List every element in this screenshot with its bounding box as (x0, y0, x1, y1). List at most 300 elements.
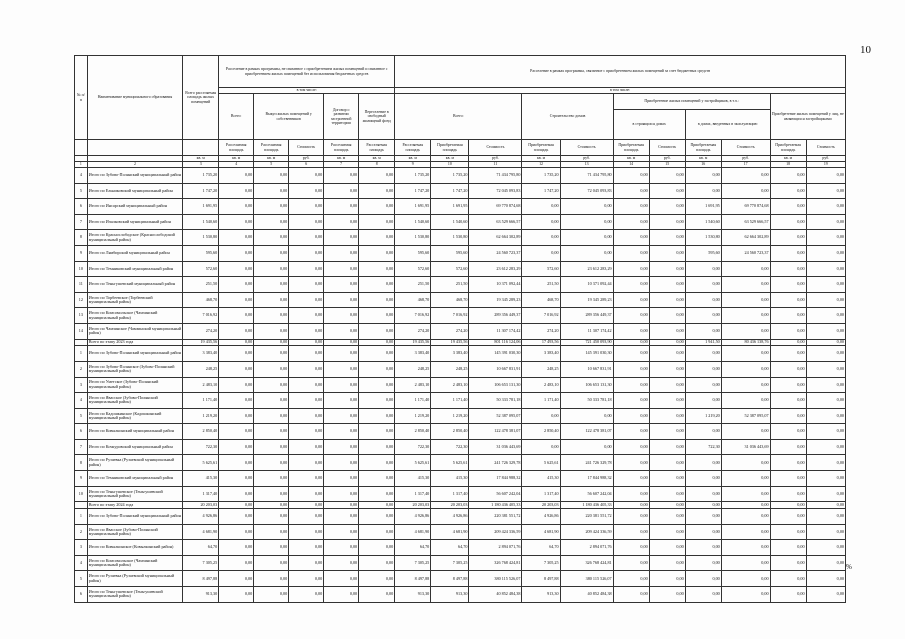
value-cell: 209 424 336,59 (469, 524, 522, 540)
value-cell: 572,60 (431, 261, 469, 277)
value-cell: 468,70 (395, 292, 431, 308)
municipality-name: Итого по Рузаевка (Рузаевский муниципальный район) (87, 455, 182, 471)
row-number: 1 (75, 509, 88, 525)
value-cell: 3 383,40 (522, 346, 560, 362)
value-cell: 0,00 (359, 502, 395, 509)
column-number-cell: 9 (395, 162, 431, 168)
value-cell: 0,00 (324, 408, 359, 424)
header-b-acq-building: в строящихся домах (613, 110, 685, 140)
value-cell: 0,00 (359, 408, 395, 424)
value-cell: 17 844 988,32 (469, 471, 522, 487)
value-cell: 0,00 (219, 377, 254, 393)
value-cell: 0,00 (324, 214, 359, 230)
value-cell: 56 607 242,04 (560, 486, 613, 502)
value-cell: 0,00 (613, 439, 649, 455)
value-cell: 0,00 (613, 555, 649, 571)
value-cell: 0,00 (649, 424, 685, 440)
value-cell: 1 540,60 (183, 214, 219, 230)
value-cell: 0,00 (289, 424, 324, 440)
value-cell: 0,00 (649, 571, 685, 587)
row-number (75, 339, 88, 346)
value-cell: 20 203,03 (431, 502, 469, 509)
value-cell: 20 203,03 (183, 502, 219, 509)
value-cell: 0,00 (289, 502, 324, 509)
value-cell: 7 305,25 (431, 555, 469, 571)
value-cell: 0,00 (613, 308, 649, 324)
municipality-name: Итого по Чамзинское (Чамзинский муниципальный район) (87, 323, 182, 339)
value-cell: 0,00 (359, 339, 395, 346)
value-cell: 0,00 (324, 424, 359, 440)
value-cell: 0,00 (613, 486, 649, 502)
value-cell: 0,00 (806, 424, 845, 440)
value-cell: 0,00 (219, 199, 254, 215)
value-cell: 241 726 329,78 (560, 455, 613, 471)
value-cell: 0,00 (806, 230, 845, 246)
value-cell: 0,00 (685, 292, 721, 308)
value-cell: 10 371 092,44 (560, 277, 613, 293)
value-cell: 0,00 (289, 555, 324, 571)
unit-cell: руб. (560, 156, 613, 162)
value-cell: 0,00 (219, 168, 254, 184)
value-cell: 0,00 (324, 555, 359, 571)
value-cell: 0,00 (254, 555, 289, 571)
value-cell: 0,00 (721, 555, 770, 571)
value-cell: 913,30 (395, 587, 431, 603)
value-cell: 0,00 (806, 168, 845, 184)
table-row (75, 509, 846, 525)
value-cell: 20 203,03 (522, 502, 560, 509)
value-cell: 0,00 (721, 587, 770, 603)
value-cell: 0,00 (289, 471, 324, 487)
value-cell: 0,00 (685, 277, 721, 293)
value-cell: 1 171,40 (183, 393, 219, 409)
table-row (75, 377, 846, 393)
value-cell: 0,00 (324, 308, 359, 324)
value-cell: 722,30 (183, 439, 219, 455)
value-cell: 0,00 (324, 346, 359, 362)
value-cell: 380 115 526,07 (469, 571, 522, 587)
resettlement-table (74, 55, 846, 603)
value-cell: 0,00 (770, 471, 806, 487)
value-cell: 0,00 (219, 486, 254, 502)
table-row (75, 183, 846, 199)
value-cell: 0,00 (770, 502, 806, 509)
value-cell: 2 483,10 (183, 377, 219, 393)
row-number: 12 (75, 292, 88, 308)
value-cell: 0,00 (359, 308, 395, 324)
value-cell: 415,30 (431, 471, 469, 487)
value-cell: 0,00 (254, 486, 289, 502)
value-cell: 7 016,92 (183, 308, 219, 324)
unit-cell: кв. м (522, 156, 560, 162)
header-b-acq-other: Приобретение жилых помещений у лиц, не являющихся застройщиками (770, 94, 845, 140)
value-cell: 0,00 (324, 245, 359, 261)
stage-total-row (75, 502, 846, 509)
value-cell: 1 317,40 (395, 486, 431, 502)
value-cell: 0,00 (289, 292, 324, 308)
value-cell: 0,00 (289, 439, 324, 455)
value-cell: 0,00 (219, 408, 254, 424)
value-cell: 19 435,56 (395, 339, 431, 346)
value-cell: 62 664 302,89 (469, 230, 522, 246)
column-number-cell: 7 (324, 162, 359, 168)
value-cell: 248,25 (183, 361, 219, 377)
municipality-name: Итого по Зубово-Полянский муниципальный район (87, 346, 182, 362)
value-cell: 0,00 (649, 183, 685, 199)
value-cell: 0,00 (560, 230, 613, 246)
column-number-cell: 2 (87, 162, 182, 168)
value-cell: 251,50 (183, 277, 219, 293)
value-cell: 0,00 (806, 199, 845, 215)
header-a-buyout: Выкуп жилых помещений у собственников (254, 94, 324, 140)
value-cell: 0,00 (359, 230, 395, 246)
value-cell: 0,00 (219, 323, 254, 339)
value-cell: 274,20 (431, 323, 469, 339)
value-cell: 0,00 (770, 261, 806, 277)
value-cell: 1 180 436 405,33 (560, 502, 613, 509)
value-cell: 468,70 (431, 292, 469, 308)
value-cell: 0,00 (613, 168, 649, 184)
value-cell: 69 770 874,68 (721, 199, 770, 215)
value-cell: 0,00 (770, 214, 806, 230)
sub-header: Стоимость (806, 140, 845, 156)
value-cell: 274,20 (183, 323, 219, 339)
sub-header: Приобретаемая площадь (431, 140, 469, 156)
value-cell: 40 852 484,38 (560, 587, 613, 603)
value-cell: 0,00 (254, 199, 289, 215)
value-cell: 0,00 (649, 214, 685, 230)
value-cell: 572,60 (183, 261, 219, 277)
header-col-name: Наименование муниципального образования (87, 56, 182, 140)
row-number: 5 (75, 183, 88, 199)
row-number: 7 (75, 214, 88, 230)
value-cell: 0,00 (649, 471, 685, 487)
value-cell: 0,00 (359, 199, 395, 215)
value-cell: 2 894 071,76 (560, 540, 613, 556)
value-cell: 0,00 (254, 509, 289, 525)
value-cell: 0,00 (685, 486, 721, 502)
stage-total-row (75, 339, 846, 346)
value-cell: 0,00 (806, 571, 845, 587)
unit-cell: руб. (649, 156, 685, 162)
value-cell: 0,00 (721, 571, 770, 587)
value-cell: 0,00 (324, 361, 359, 377)
column-number-cell: 1 (75, 162, 88, 168)
value-cell: 0,00 (359, 245, 395, 261)
value-cell: 0,00 (806, 486, 845, 502)
value-cell: 572,60 (522, 261, 560, 277)
unit-cell: кв. м (431, 156, 469, 162)
value-cell: 23 612 283,29 (469, 261, 522, 277)
value-cell: 0,00 (613, 455, 649, 471)
value-cell: 24 560 723,37 (469, 245, 522, 261)
row-number: 11 (75, 277, 88, 293)
value-cell: 251,50 (395, 277, 431, 293)
value-cell: 0,00 (219, 393, 254, 409)
value-cell: 251,50 (522, 277, 560, 293)
row-number: 13 (75, 308, 88, 324)
value-cell: 0,00 (806, 214, 845, 230)
value-cell: 0,00 (613, 408, 649, 424)
value-cell: 1 530,80 (183, 230, 219, 246)
value-cell: 0,00 (613, 571, 649, 587)
municipality-name: Итого по Теньгушевское (Теньгушевский муниципальный район) (87, 486, 182, 502)
value-cell: 0,00 (721, 261, 770, 277)
value-cell: 0,00 (324, 571, 359, 587)
value-cell: 595,60 (395, 245, 431, 261)
value-cell: 0,00 (289, 214, 324, 230)
column-number-cell: 14 (613, 162, 649, 168)
value-cell: 0,00 (649, 361, 685, 377)
table-row (75, 308, 846, 324)
municipality-name: Итого по Ковылкинское (Ковылкинский район) (87, 540, 182, 556)
row-number: 4 (75, 393, 88, 409)
value-cell: 0,00 (613, 502, 649, 509)
table-row (75, 587, 846, 603)
table-row (75, 471, 846, 487)
value-cell: 0,00 (806, 361, 845, 377)
value-cell: 0,00 (219, 424, 254, 440)
value-cell: 274,20 (395, 323, 431, 339)
column-number-cell: 13 (560, 162, 613, 168)
value-cell: 0,00 (770, 571, 806, 587)
municipality-name: Итого по Темниковский муниципальный район (87, 261, 182, 277)
value-cell: 7 305,25 (183, 555, 219, 571)
value-cell: 0,00 (649, 323, 685, 339)
table-row (75, 261, 846, 277)
value-cell: 801 116 124,06 (469, 339, 522, 346)
value-cell: 572,60 (395, 261, 431, 277)
row-number: 5 (75, 571, 88, 587)
value-cell: 0,00 (359, 183, 395, 199)
value-cell: 0,00 (289, 199, 324, 215)
value-cell: 106 653 131,30 (469, 377, 522, 393)
value-cell: 0,00 (685, 393, 721, 409)
value-cell: 0,00 (289, 377, 324, 393)
value-cell: 122 478 381,07 (560, 424, 613, 440)
value-cell: 0,00 (685, 168, 721, 184)
value-cell: 19 435,56 (183, 339, 219, 346)
table-body (75, 168, 846, 603)
value-cell: 0,00 (219, 245, 254, 261)
value-cell: 0,00 (324, 486, 359, 502)
value-cell: 0,00 (806, 587, 845, 603)
value-cell: 722,30 (685, 439, 721, 455)
municipality-name: Итого по Кадошкинское (Кадошкинский муниципальный район) (87, 408, 182, 424)
value-cell: 0,00 (560, 245, 613, 261)
value-cell: 721 450 093,90 (560, 339, 613, 346)
value-cell: 23 612 283,29 (560, 261, 613, 277)
value-cell: 0,00 (770, 292, 806, 308)
value-cell: 0,00 (721, 486, 770, 502)
value-cell: 1 219,20 (183, 408, 219, 424)
sub-header: Приобретаемая площадь (522, 140, 560, 156)
value-cell: 0,00 (685, 540, 721, 556)
value-cell: 2 850,40 (183, 424, 219, 440)
table-row (75, 168, 846, 184)
value-cell: 7 016,92 (395, 308, 431, 324)
value-cell: 0,00 (649, 245, 685, 261)
header-b-total: Всего: (395, 94, 522, 140)
value-cell: 0,00 (254, 183, 289, 199)
value-cell: 0,00 (359, 424, 395, 440)
value-cell: 0,00 (289, 524, 324, 540)
value-cell: 0,00 (613, 230, 649, 246)
value-cell: 0,00 (770, 377, 806, 393)
value-cell: 0,00 (613, 261, 649, 277)
sub-header: Расселяемая площадь (324, 140, 359, 156)
table-row (75, 346, 846, 362)
value-cell: 0,00 (522, 230, 560, 246)
value-cell: 0,00 (685, 502, 721, 509)
value-cell: 0,00 (289, 308, 324, 324)
municipality-name: Итого по Явасское (Зубово-Полянский муниципальный район) (87, 524, 182, 540)
sub-header: Приобретаемая площадь (770, 140, 806, 156)
value-cell: 0,00 (289, 571, 324, 587)
value-cell: 40 852 484,38 (469, 587, 522, 603)
municipality-name: Всего по этапу 2023 года (87, 339, 182, 346)
value-cell: 0,00 (560, 439, 613, 455)
value-cell: 0,00 (770, 230, 806, 246)
table-row (75, 455, 846, 471)
municipality-name: Итого по Уметское (Зубово-Полянский муниципальный район) (87, 377, 182, 393)
value-cell: 1 530,80 (685, 230, 721, 246)
table-row (75, 199, 846, 215)
municipality-name: Итого по Торбеевское (Торбеевский муниципальный район) (87, 292, 182, 308)
municipality-name: Итого по Зубово-Полянское (Зубово-Полянский муниципальный район) (87, 361, 182, 377)
municipality-name: Итого по Ичалковский муниципальный район (87, 214, 182, 230)
municipality-name: Итого по Теньгушевский муниципальный район (87, 277, 182, 293)
value-cell: 1 171,40 (431, 393, 469, 409)
value-cell: 0,00 (721, 509, 770, 525)
value-cell: 220 381 551,72 (469, 509, 522, 525)
value-cell: 0,00 (359, 540, 395, 556)
value-cell: 0,00 (806, 292, 845, 308)
sub-header: Расселяемая площадь (359, 140, 395, 156)
value-cell: 17 844 988,32 (560, 471, 613, 487)
value-cell: 1 691,95 (685, 199, 721, 215)
value-cell: 2 894 071,76 (469, 540, 522, 556)
value-cell: 0,00 (289, 455, 324, 471)
value-cell: 0,00 (649, 292, 685, 308)
value-cell: 0,00 (289, 587, 324, 603)
value-cell: 10 667 831,91 (469, 361, 522, 377)
value-cell: 1 691,95 (183, 199, 219, 215)
value-cell: 0,00 (685, 587, 721, 603)
value-cell: 380 115 526,07 (560, 571, 613, 587)
value-cell: 0,00 (254, 424, 289, 440)
row-number: 2 (75, 361, 88, 377)
value-cell: 0,00 (649, 308, 685, 324)
municipality-name: Итого по Комсомольское (Чамзинский муниципальный район) (87, 555, 182, 571)
value-cell: 0,00 (289, 509, 324, 525)
value-cell: 0,00 (254, 502, 289, 509)
value-cell: 4 681,90 (183, 524, 219, 540)
value-cell: 0,00 (324, 168, 359, 184)
value-cell: 0,00 (649, 346, 685, 362)
value-cell: 0,00 (770, 308, 806, 324)
value-cell: 0,00 (806, 323, 845, 339)
value-cell: 0,00 (522, 245, 560, 261)
value-cell: 0,00 (770, 277, 806, 293)
value-cell: 0,00 (721, 471, 770, 487)
value-cell: 4 681,90 (522, 524, 560, 540)
value-cell: 1 941,50 (685, 339, 721, 346)
value-cell: 0,00 (685, 323, 721, 339)
value-cell: 0,00 (219, 540, 254, 556)
value-cell: 0,00 (324, 439, 359, 455)
value-cell: 0,00 (649, 509, 685, 525)
value-cell: 0,00 (324, 183, 359, 199)
value-cell: 248,25 (395, 361, 431, 377)
value-cell: 0,00 (254, 339, 289, 346)
municipality-name: Итого по Краснослободское (Краснослободский муниципальный район) (87, 230, 182, 246)
row-number (75, 502, 88, 509)
value-cell: 0,00 (522, 439, 560, 455)
value-cell: 19 345 289,23 (469, 292, 522, 308)
value-cell: 1 530,80 (431, 230, 469, 246)
value-cell: 0,00 (685, 377, 721, 393)
sub-header (75, 140, 88, 156)
unit-cell: кв. м (254, 156, 289, 162)
value-cell: 0,00 (254, 361, 289, 377)
value-cell: 1 747,20 (522, 183, 560, 199)
value-cell: 913,30 (431, 587, 469, 603)
value-cell: 4 926,86 (183, 509, 219, 525)
value-cell: 0,00 (560, 408, 613, 424)
value-cell: 1 540,60 (685, 214, 721, 230)
value-cell: 0,00 (289, 393, 324, 409)
value-cell: 2 850,40 (431, 424, 469, 440)
value-cell: 0,00 (806, 261, 845, 277)
value-cell: 24 560 723,37 (721, 245, 770, 261)
value-cell: 0,00 (721, 377, 770, 393)
row-number: 9 (75, 471, 88, 487)
value-cell: 1 735,20 (183, 168, 219, 184)
value-cell: 0,00 (770, 408, 806, 424)
value-cell: 0,00 (359, 555, 395, 571)
value-cell: 0,00 (359, 571, 395, 587)
sub-header: Стоимость (469, 140, 522, 156)
value-cell: 8 497,88 (183, 571, 219, 587)
value-cell: 0,00 (685, 455, 721, 471)
header-b-acquire: Приобретение жилых помещений у застройщиков, в т.ч.: (613, 94, 770, 110)
value-cell: 0,00 (649, 199, 685, 215)
value-cell: 5 625,61 (522, 455, 560, 471)
value-cell: 3 383,40 (395, 346, 431, 362)
value-cell: 71 434 795,80 (469, 168, 522, 184)
value-cell: 0,00 (770, 346, 806, 362)
value-cell: 0,00 (254, 377, 289, 393)
value-cell: 415,30 (395, 471, 431, 487)
value-cell: 0,00 (685, 571, 721, 587)
value-cell: 11 307 174,42 (560, 323, 613, 339)
value-cell: 0,00 (721, 183, 770, 199)
value-cell: 415,30 (183, 471, 219, 487)
value-cell: 0,00 (289, 230, 324, 246)
value-cell: 10 371 092,44 (469, 277, 522, 293)
value-cell: 0,00 (254, 230, 289, 246)
value-cell: 0,00 (770, 361, 806, 377)
value-cell: 0,00 (219, 339, 254, 346)
municipality-name: Всего по этапу 2024 года (87, 502, 182, 509)
municipality-name: Итого по Темниковский муниципальный район (87, 471, 182, 487)
value-cell: 4 681,90 (395, 524, 431, 540)
trailing-mark: % (846, 563, 852, 571)
value-cell: 0,00 (649, 408, 685, 424)
sub-header: Расселяемая площадь (219, 140, 254, 156)
value-cell: 64,70 (522, 540, 560, 556)
